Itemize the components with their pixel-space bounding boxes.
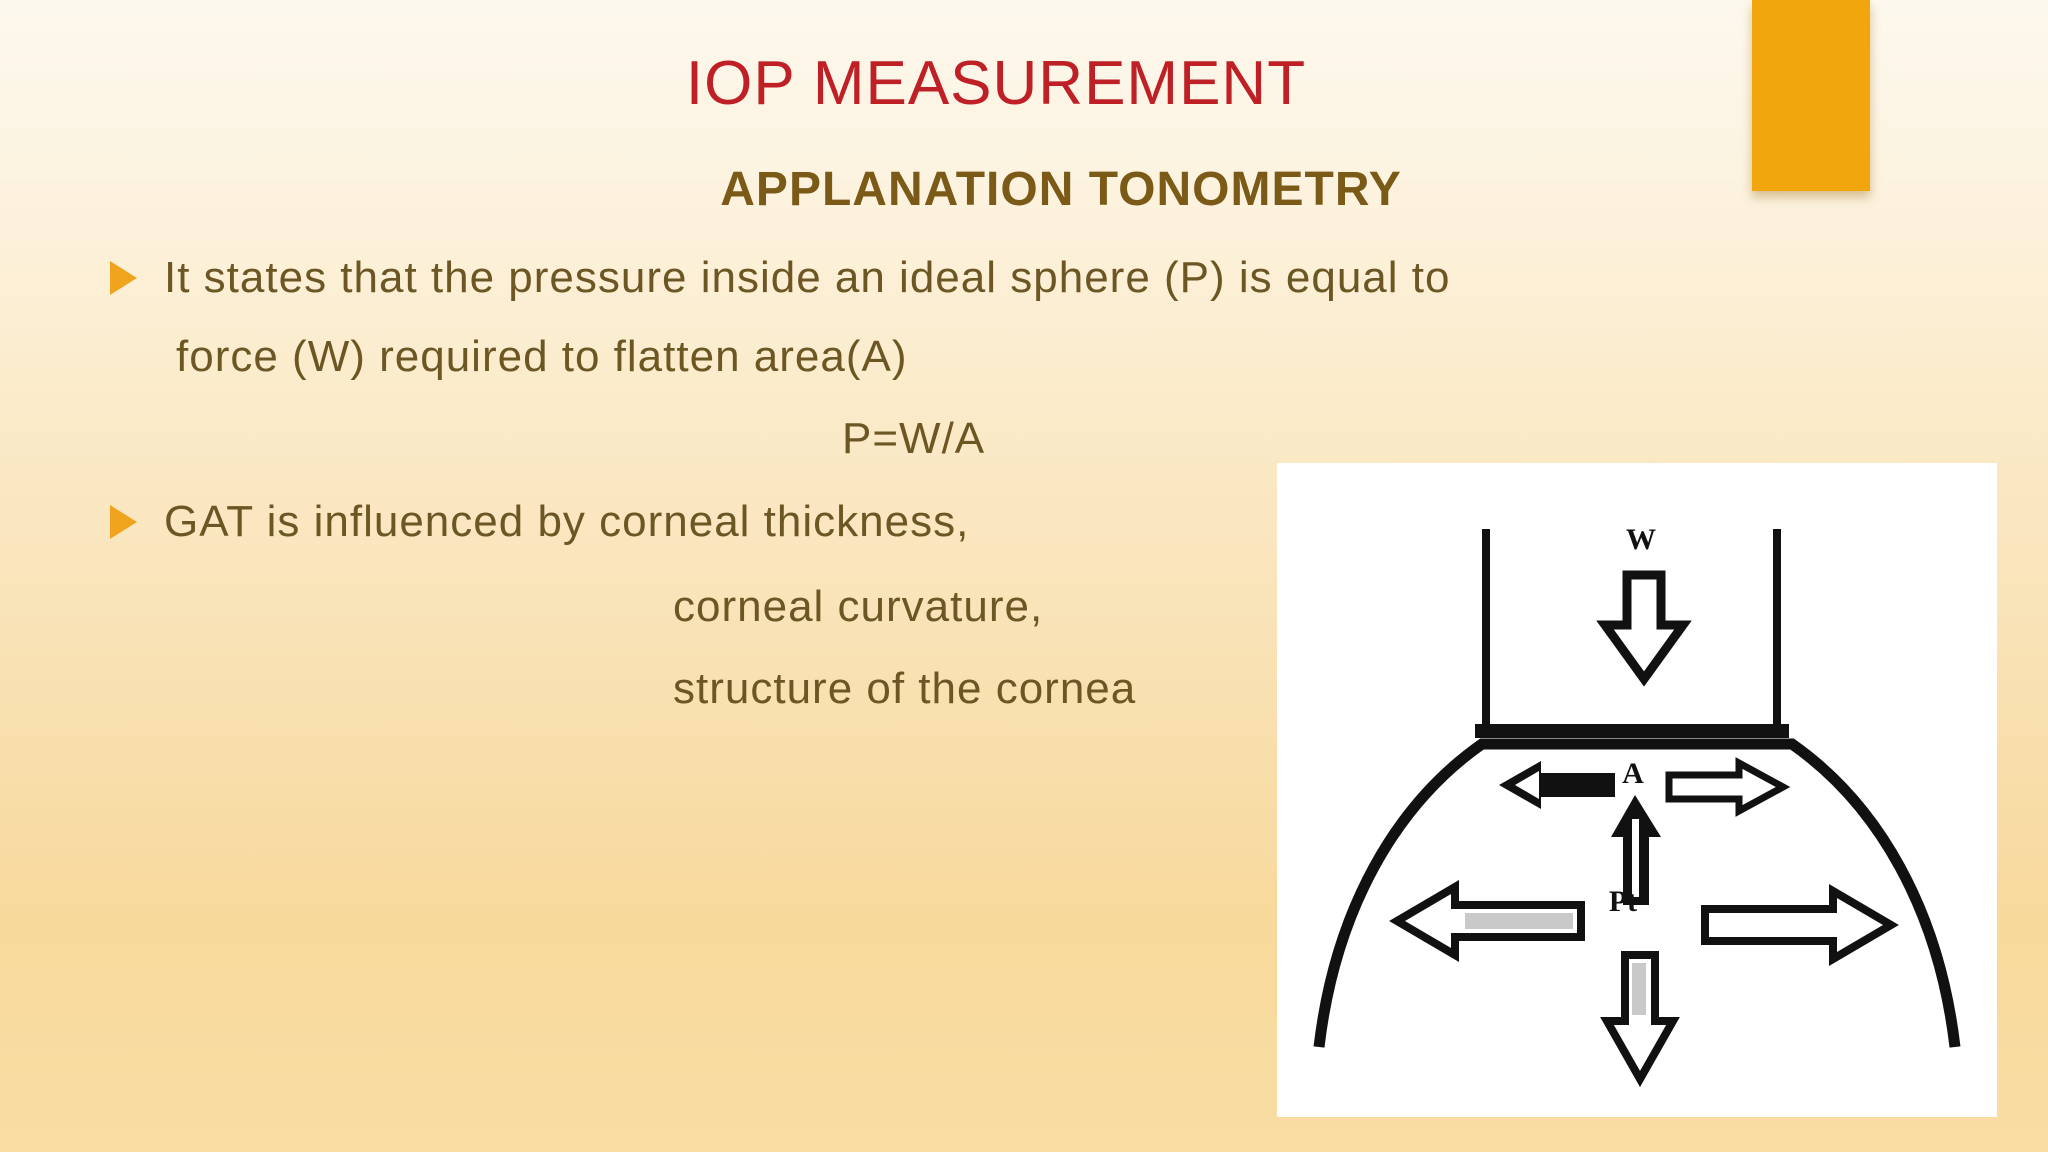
- bullet2-line2: corneal curvature,: [673, 582, 1044, 631]
- bullet-triangle-icon: [110, 505, 137, 539]
- applanation-diagram-svg: [1277, 463, 1997, 1117]
- label-a: A: [1622, 757, 1644, 790]
- probe-left-wall: [1482, 529, 1490, 731]
- bullet1-line1: It states that the pressure inside an ideal sphere (P) is equal to: [164, 253, 1451, 302]
- pressure-right-arrow-icon: [1705, 891, 1891, 959]
- slide-subtitle: APPLANATION TONOMETRY: [720, 163, 1402, 216]
- label-w: W: [1626, 523, 1656, 556]
- probe-flat-foot: [1475, 724, 1789, 738]
- pressure-left-arrow-stripe: [1465, 913, 1573, 929]
- bullet-triangle-icon: [110, 261, 137, 295]
- slide-title: IOP MEASUREMENT: [685, 49, 1307, 118]
- applanation-right-arrow-icon: [1669, 763, 1783, 811]
- applanation-diagram: [1277, 463, 1997, 1117]
- formula-text: P=W/A: [842, 414, 986, 463]
- probe-right-wall: [1773, 529, 1781, 731]
- bullet2-line1: GAT is influenced by corneal thickness,: [164, 497, 970, 546]
- force-down-arrow-icon: [1605, 575, 1683, 679]
- bullet1-line2: force (W) required to flatten area(A): [176, 332, 908, 381]
- label-pt: Pt: [1608, 885, 1638, 918]
- pressure-down-arrow-stripe: [1632, 963, 1646, 1015]
- bullet2-line3: structure of the cornea: [673, 664, 1137, 713]
